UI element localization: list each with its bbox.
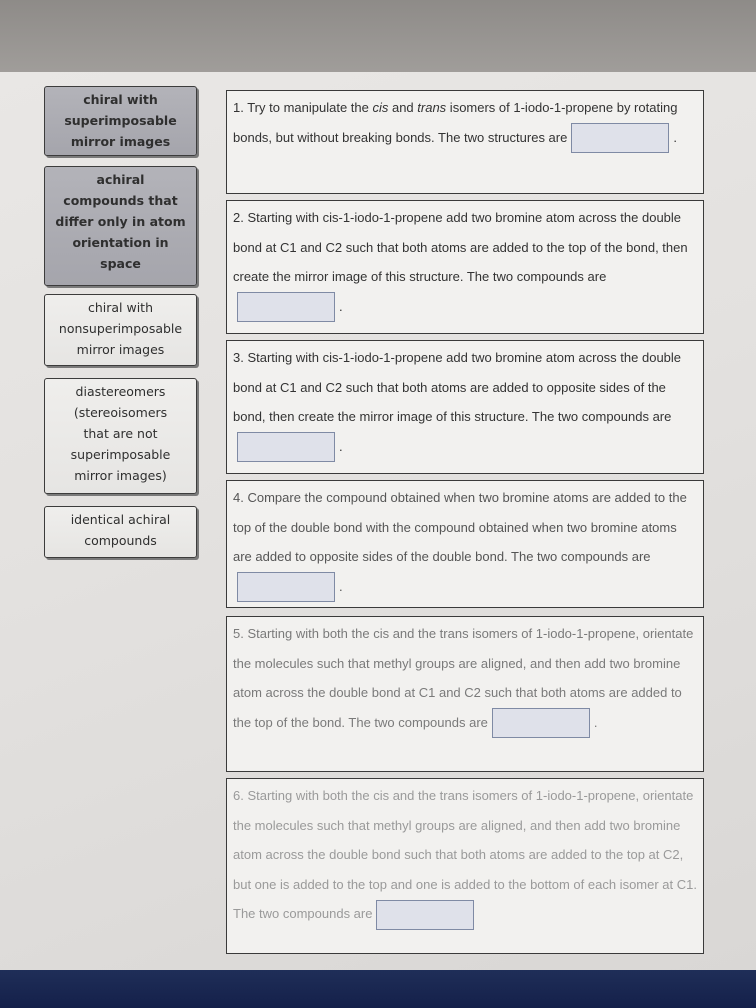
answer-tile-identical-achiral[interactable]: identical achiral compounds (44, 506, 197, 558)
question-6 (226, 778, 704, 954)
question-1-text-c: isomers of 1-iodo-1-propene by rotating bonds, but without breaking bonds. The two structures are (233, 100, 678, 145)
question-4 (226, 480, 704, 608)
answer-tile-diastereomers[interactable]: diastereomers (stereoisomers that are not superimposable mirror images) (44, 378, 197, 494)
answer-tile-chiral-nonsuperimposable[interactable]: chiral with nonsuperimposable mirror images (44, 294, 197, 366)
answer-dropzone-6[interactable] (376, 900, 474, 930)
question-2-text: 2. Starting with cis-1-iodo-1-propene add two bromine atom across the double bond at C1 and C2 such that both atoms are added to the top of the bond, then create the mirror image of this structure. The two compounds are (233, 210, 688, 284)
question-1-cis: cis (372, 100, 389, 115)
question-3 (226, 340, 704, 474)
answer-tile-chiral-superimposable[interactable]: chiral with superimposable mirror images (44, 86, 197, 156)
answer-dropzone-5[interactable] (492, 708, 590, 738)
question-4-period: . (339, 578, 343, 594)
taskbar (0, 970, 756, 1008)
question-4-text: 4. Compare the compound obtained when two bromine atoms are added to the top of the double bond with the compound obtained when two bromine atoms are added to opposite sides of the double bond. The two compounds are (233, 490, 687, 564)
top-background (0, 0, 756, 72)
question-1-period: . (673, 129, 677, 145)
question-2-period: . (339, 298, 343, 314)
question-1 (226, 90, 704, 194)
question-5-text: 5. Starting with both the cis and the trans isomers of 1-iodo-1-propene, orientate the molecules such that methyl groups are aligned, and then add two bromine atom across the double bond at C1 and C2 such that both atoms are added to the top of the bond. The two compounds are (233, 626, 694, 730)
answer-dropzone-4[interactable] (237, 572, 335, 602)
question-1-text-b: and (388, 100, 418, 115)
question-6-text: 6. Starting with both the cis and the trans isomers of 1-iodo-1-propene, orientate the molecules such that methyl groups are aligned, and then add two bromine atom across the double bond such that both atoms are added to the top at C2, but one is added to the top and one is added to the bottom of each isomer at C1. The two compounds are (233, 788, 697, 921)
answer-dropzone-2[interactable] (237, 292, 335, 322)
question-1-text-a: 1. Try to manipulate the (233, 100, 373, 115)
question-1-trans: trans (417, 100, 447, 115)
question-5 (226, 616, 704, 772)
question-5-period: . (593, 714, 598, 730)
question-2 (226, 200, 704, 334)
question-3-text: 3. Starting with cis-1-iodo-1-propene add two bromine atom across the double bond at C1 and C2 such that both atoms are added to opposite sides of the bond, then create the mirror image of this structure. The two compounds are (233, 350, 682, 424)
answer-tile-achiral-orientation[interactable]: achiral compounds that differ only in atom orientation in space (44, 166, 197, 286)
answer-dropzone-1[interactable] (571, 123, 669, 153)
question-3-period: . (339, 438, 343, 454)
answer-dropzone-3[interactable] (237, 432, 335, 462)
